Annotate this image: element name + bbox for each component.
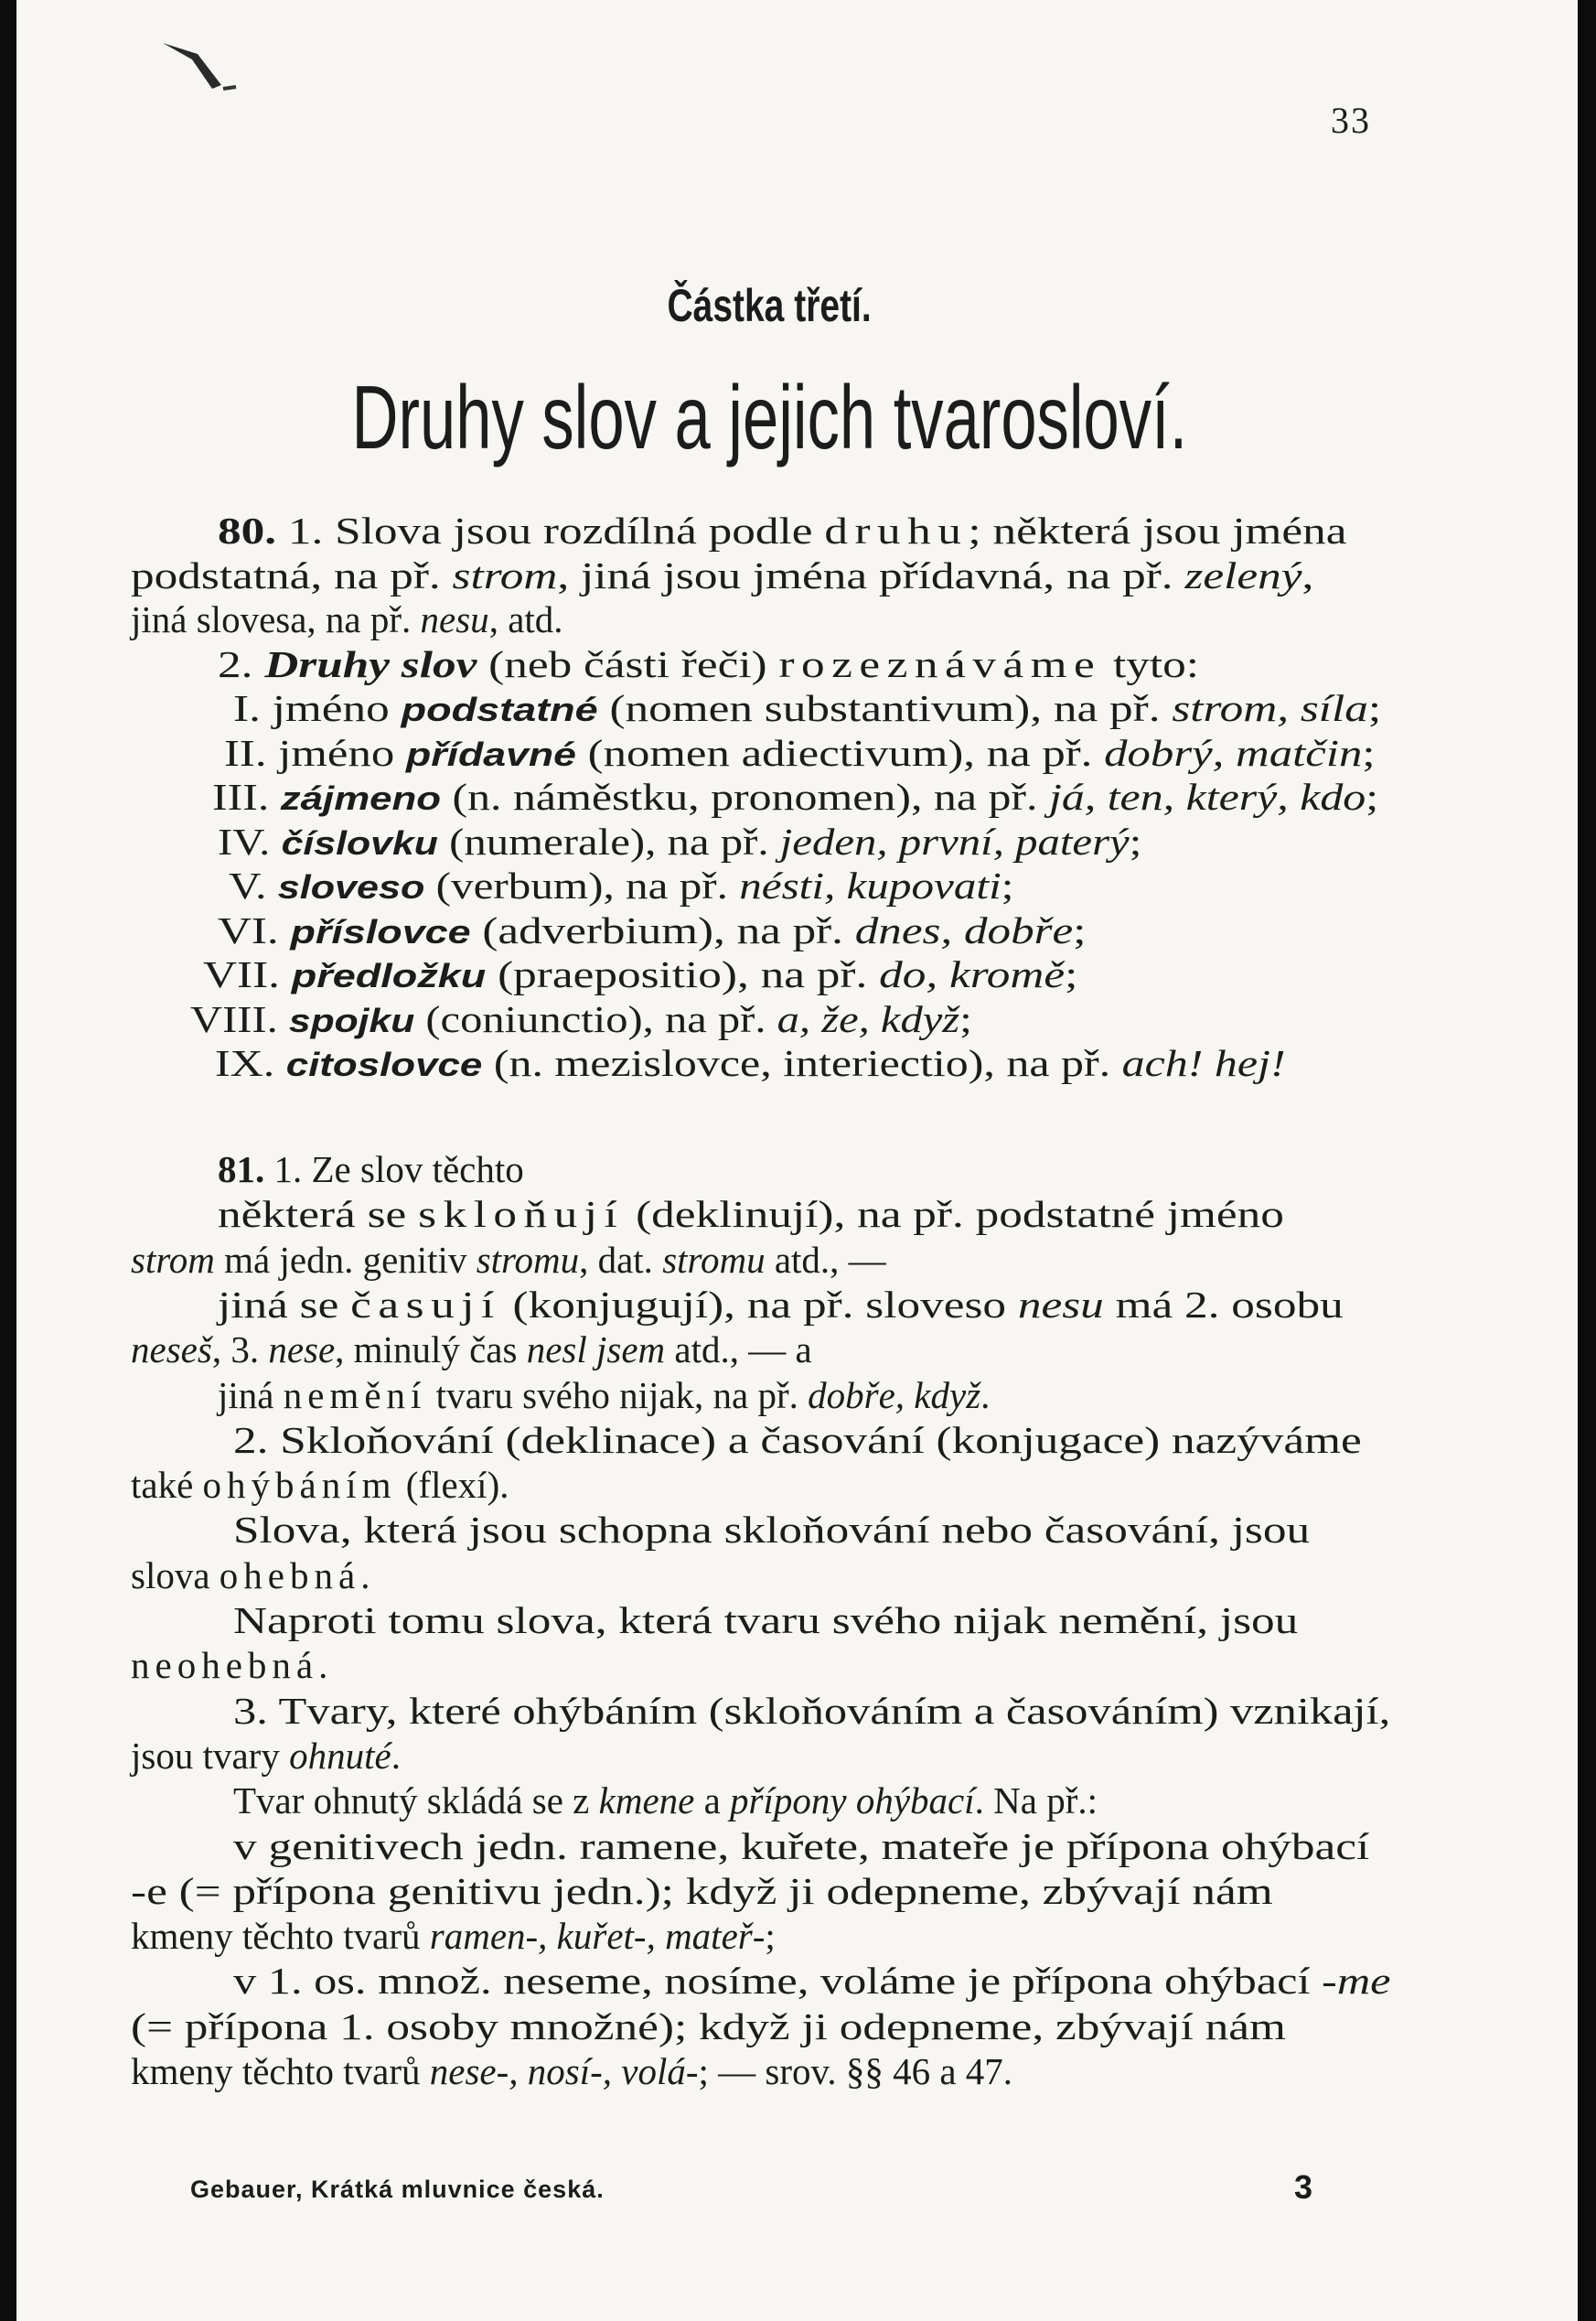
p81-line (233, 1689, 1391, 1732)
text-run: citoslovce (285, 1046, 483, 1083)
p81-line (131, 1644, 328, 1687)
text-run: dnes, dobře (854, 908, 1074, 951)
text-run: stromu (662, 1238, 766, 1281)
text-run: přídavné (405, 735, 576, 773)
text-run: 80. (218, 510, 277, 552)
text-run: (= přípona 1. osoby množné); když ji odepneme, zbývají nám (131, 2004, 1286, 2047)
text-run: v genitivech jedn. ramene, kuřete, mateře je přípona ohýbací (233, 1824, 1370, 1867)
p81-line (233, 1599, 1299, 1641)
signature-mark: 3 (1294, 2168, 1313, 2206)
text-run: (deklinují), na př. podstatné jméno (624, 1193, 1284, 1236)
text-run: tyto: (1101, 642, 1200, 685)
text-run: 1. Ze slov těchto (264, 1148, 524, 1190)
text-run: . (980, 1373, 991, 1416)
text-run: nese (268, 1328, 336, 1371)
text-run: Druhy slov (264, 642, 477, 685)
text-run: ; (1001, 865, 1014, 907)
text-run: nesu (1017, 1283, 1104, 1326)
text-run: II. jméno (224, 731, 406, 774)
p81-line (233, 1509, 1311, 1552)
text-run: jsou tvary (131, 1734, 290, 1777)
text-run: , 3. (211, 1328, 269, 1371)
text-run: číslovku (281, 823, 438, 862)
text-run: má jedn. genitiv (214, 1238, 477, 1281)
text-run: ohebná (219, 1553, 361, 1596)
text-run: 3. Tvary, které ohýbáním (skloňováním a časováním) vznikají, (233, 1689, 1391, 1732)
text-run: ; (1065, 953, 1078, 995)
text-run: kmeny těchto tvarů (131, 1915, 430, 1958)
text-run: do, kromě (879, 953, 1066, 995)
p80-line (218, 642, 1200, 685)
text-run: strom, síla (1172, 687, 1368, 729)
p81-line (131, 2004, 1286, 2047)
text-run: (konjugují), na př. sloveso (500, 1283, 1018, 1326)
text-run: ; (1073, 908, 1087, 951)
text-run: 1. Slova jsou rozdílná podle (276, 510, 825, 552)
p81-line (233, 1960, 1391, 2003)
classification-item (229, 867, 1013, 905)
text-run: Slova, která jsou schopna skloňování nebo časování, jsou (233, 1509, 1311, 1552)
p81-line (131, 1869, 1273, 1912)
text-run: ; (1362, 731, 1376, 774)
text-run: nésti, kupovati (739, 865, 1002, 907)
text-run: Tvar ohnutý skládá se z (233, 1779, 599, 1822)
p81-line (131, 1734, 401, 1777)
text-run: VI. (218, 908, 291, 951)
text-run: nesu (420, 598, 489, 640)
p81-line (233, 1779, 1098, 1822)
text-run: . (360, 1553, 370, 1596)
classification-item (212, 776, 1379, 818)
text-run: III. (212, 776, 281, 818)
text-run: některá se (218, 1193, 419, 1236)
text-run: . (391, 1734, 401, 1777)
p81-line (131, 1238, 886, 1281)
text-run: jeden, první, paterý (779, 820, 1130, 863)
text-run: tvaru svého nijak, na př. (426, 1373, 809, 1416)
text-run: . (318, 1644, 328, 1687)
text-run: (coniunctio), na př. (414, 997, 777, 1040)
text-run: ohnuté (289, 1734, 391, 1777)
p81-line (131, 1328, 812, 1371)
text-run: nesl jsem (526, 1328, 666, 1371)
text-run: kmene (598, 1779, 695, 1822)
text-run: (nomen substantivum), na př. (597, 687, 1173, 729)
text-run: zájmeno (280, 779, 442, 817)
text-run: (verbum), na př. (424, 865, 740, 907)
page-number: 33 (1331, 100, 1371, 141)
text-run: atd., — (765, 1238, 886, 1281)
text-run: dobrý, matčin (1104, 731, 1363, 774)
ink-smudge-mark (155, 32, 265, 105)
text-run: ; (765, 1915, 776, 1958)
p81-line (218, 1373, 991, 1416)
text-run: jiná slovesa, na př. (131, 598, 421, 640)
p80-line (131, 553, 1314, 596)
text-run: nemění (283, 1373, 427, 1416)
p81-line (233, 1824, 1370, 1867)
text-run: kmeny těchto tvarů (131, 2050, 430, 2092)
text-run: v 1. os. množ. neseme, nosíme, voláme je přípona ohýbací (233, 1960, 1323, 2003)
p80-line (218, 512, 1347, 550)
text-run: skloňují (418, 1193, 625, 1236)
scan-border-right (1578, 0, 1596, 2321)
p81-line (218, 1193, 1284, 1236)
classification-item (203, 953, 1078, 995)
p81-line (131, 1915, 776, 1958)
text-run: (numerale), na př. (437, 820, 780, 863)
text-run: stromu (476, 1238, 580, 1281)
text-run: ; (1366, 776, 1379, 818)
text-run: (nomen adiectivum), na př. (575, 731, 1105, 774)
text-run: já, ten, který, kdo (1048, 776, 1366, 818)
text-run: má 2. osobu (1103, 1283, 1344, 1326)
text-run: IV. (218, 820, 282, 863)
text-run: V. (229, 865, 278, 907)
classification-item (218, 820, 1142, 863)
text-run: , dat. (579, 1238, 663, 1281)
text-run: atd., — a (665, 1328, 812, 1371)
text-run: druhu (824, 510, 969, 552)
p81-line (131, 2050, 1013, 2092)
text-run: také (131, 1464, 203, 1507)
p81-line (218, 1148, 524, 1190)
scan-border-left (0, 0, 16, 2321)
text-run: jiná se (218, 1283, 351, 1326)
classification-item (218, 908, 1087, 951)
text-run: zelený (1184, 553, 1302, 596)
classification-item (233, 687, 1382, 729)
footer-text: Gebauer, Krátká mluvnice česká. (190, 2176, 605, 2203)
section-title: Druhy slov a jejich tvarosloví. (351, 367, 1188, 467)
text-run: příslovce (290, 912, 471, 951)
text-run: strom (452, 553, 558, 596)
classification-item (215, 1042, 1286, 1084)
text-run: 81. (218, 1148, 265, 1190)
text-run: časují (350, 1283, 501, 1326)
text-run: ; (1129, 820, 1142, 863)
text-run: IX. (215, 1042, 286, 1084)
classification-item (224, 731, 1376, 774)
text-run: , minulý čas (335, 1328, 527, 1371)
p81-line (218, 1283, 1344, 1326)
text-run: podstatné (401, 691, 598, 728)
text-run: . Na př.: (974, 1779, 1098, 1822)
text-run: slova (131, 1553, 220, 1596)
text-run: (flexí). (396, 1464, 509, 1507)
text-run: , jiná jsou jména přídavná, na př. (557, 553, 1185, 596)
p81-line (131, 1464, 509, 1507)
text-run: neseš (131, 1328, 212, 1371)
text-run: 2. Skloňování (deklinace) a časování (konjugace) nazýváme (233, 1418, 1362, 1461)
text-run: dobře, když (808, 1373, 981, 1416)
text-run: strom (131, 1238, 215, 1281)
text-run: spojku (288, 1001, 415, 1039)
text-run: -me (1322, 1960, 1391, 2003)
text-run: , atd. (488, 598, 563, 640)
text-run: ; některá jsou jména (968, 510, 1347, 552)
text-run: přípony ohýbací (730, 1779, 975, 1822)
text-run: VII. (203, 953, 292, 995)
p81-line (233, 1418, 1362, 1461)
text-run: VIII. (190, 997, 289, 1040)
text-run: ; (959, 997, 972, 1040)
text-run: ; — srov. §§ 46 a 47. (698, 2050, 1013, 2092)
chapter-heading: Částka třetí. (667, 280, 872, 331)
text-run: podstatná, na př. (131, 553, 453, 596)
text-run: , (1301, 553, 1314, 596)
text-run: I. jméno (233, 687, 402, 729)
text-run: ramen-, kuřet-, mateř- (429, 1915, 766, 1958)
text-run: ; (1367, 687, 1382, 729)
text-run: a (694, 1779, 731, 1822)
text-run: Naproti tomu slova, která tvaru svého nijak nemění, jsou (233, 1599, 1299, 1641)
text-run: neohebná (131, 1644, 319, 1687)
text-run: nese-, nosí-, volá- (429, 2050, 699, 2092)
text-run: (neb části řeči) (477, 642, 779, 685)
text-run: (praepositio), na př. (486, 953, 880, 995)
p80-line (131, 598, 563, 640)
text-run: ach! hej! (1121, 1042, 1286, 1084)
text-run: sloveso (277, 868, 425, 906)
text-run: 2. (218, 642, 265, 685)
text-run: -e (= přípona genitivu jedn.); když ji odepneme, zbývají nám (131, 1869, 1273, 1912)
text-run: předložku (291, 957, 487, 994)
text-run: a, že, když (777, 997, 960, 1040)
text-run: (n. mezislovce, interiectio), na př. (482, 1042, 1122, 1084)
text-run: ohýbáním (202, 1464, 397, 1507)
text-run: (n. náměstku, pronomen), na př. (441, 776, 1049, 818)
text-run: jiná (218, 1373, 284, 1416)
classification-item (190, 997, 972, 1040)
p81-line (131, 1553, 370, 1596)
text-run: rozeznáváme (778, 642, 1102, 685)
text-run: (adverbium), na př. (470, 908, 855, 951)
